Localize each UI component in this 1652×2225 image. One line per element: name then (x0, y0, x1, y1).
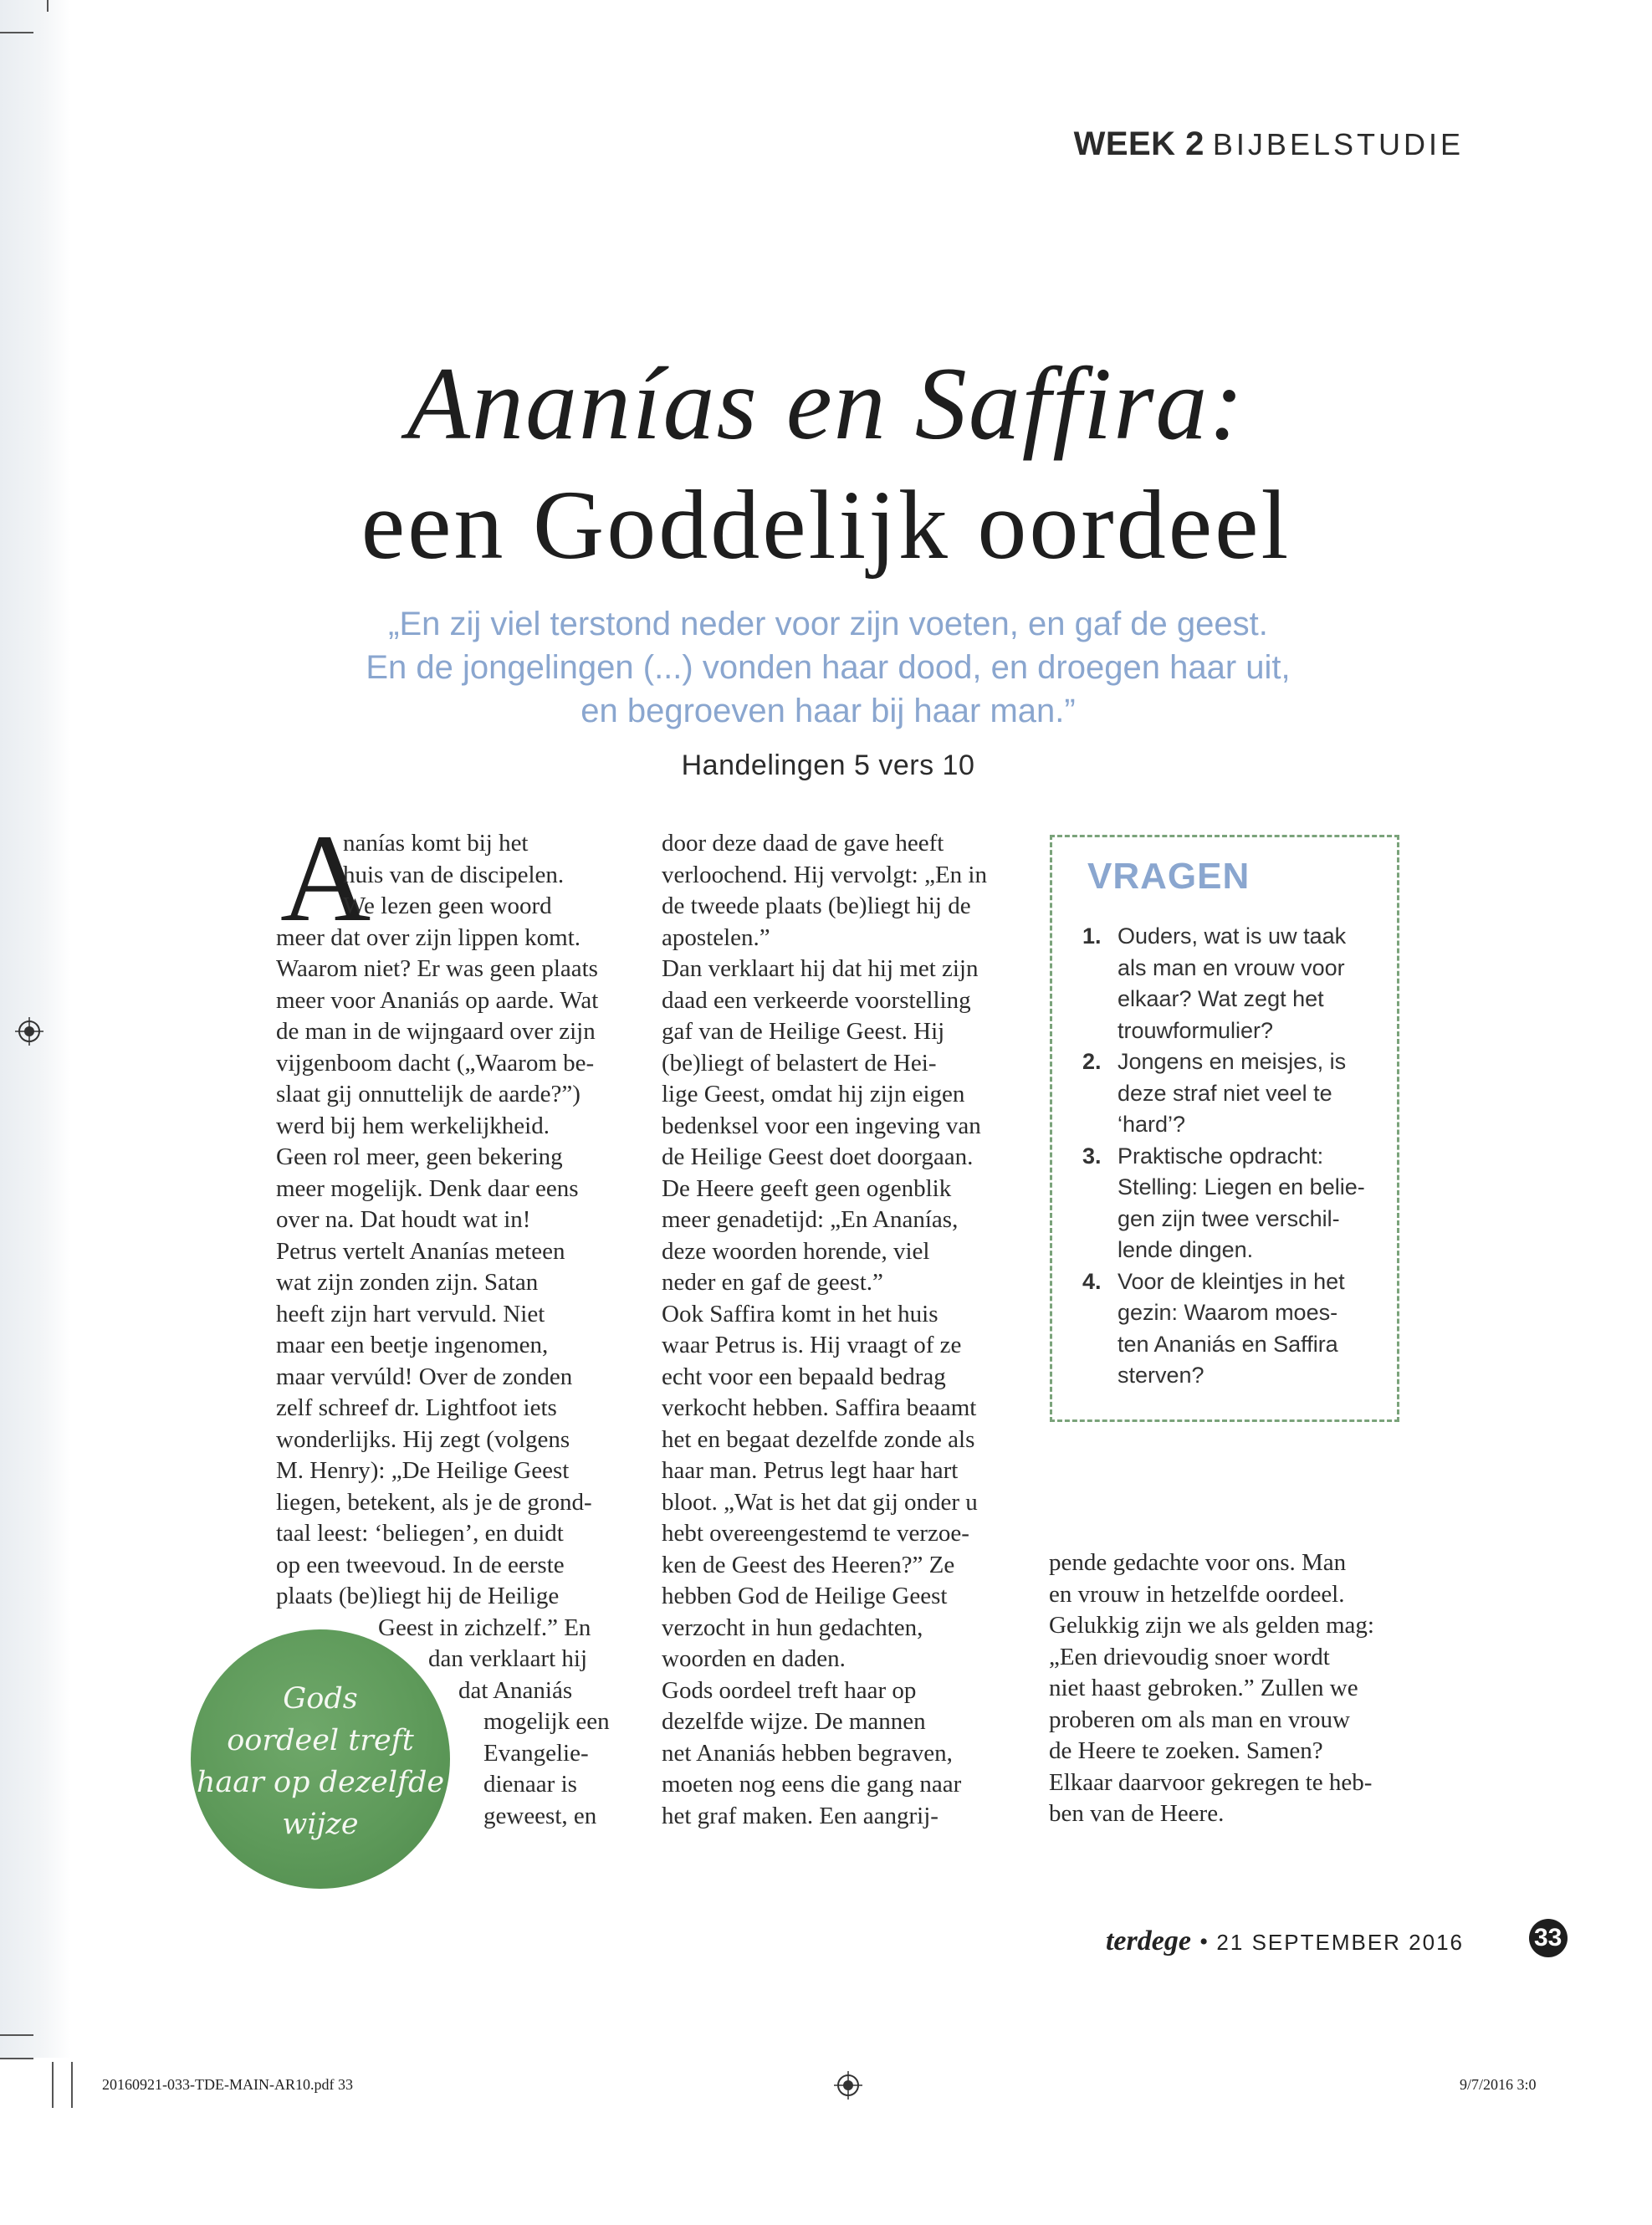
bible-reference: Handelingen 5 vers 10 (681, 749, 975, 781)
article-line: (be)liegt of belastert de Hei- (662, 1049, 937, 1077)
registration-mark-icon (834, 2071, 862, 2100)
article-line: slaat gij onnuttelijk de aarde?”) (276, 1081, 581, 1107)
page-title (0, 341, 1652, 584)
section-header (1074, 125, 1464, 163)
registration-mark-icon (15, 1017, 43, 1046)
article-line: de man in de wijngaard over zijn (276, 1018, 596, 1045)
article-line: heeft zijn hart vervuld. Niet (276, 1300, 545, 1327)
article-line: „Een drievoudig snoer wordt (1049, 1643, 1330, 1670)
article-line: Dan verklaart hij dat hij met zijn (662, 955, 979, 982)
article-line: bloot. „Wat is het dat gij onder u (662, 1488, 978, 1516)
magazine-logo: terdege (1105, 1926, 1191, 1956)
article-line: apostelen.” (662, 923, 770, 951)
question-line: sterven? (1118, 1363, 1204, 1388)
article-line: haar man. Petrus legt haar hart (662, 1457, 959, 1484)
page-number: 33 (1529, 1919, 1568, 1957)
question-line: gezin: Waarom moes- (1118, 1300, 1338, 1325)
question-line: Stelling: Liegen en belie- (1118, 1174, 1365, 1199)
question-line: Jongens en meisjes, is (1118, 1049, 1347, 1074)
article-line: ben van de Heere. (1049, 1800, 1225, 1827)
question-line: deze straf niet veel te (1118, 1080, 1332, 1106)
pullquote-line: Gods (283, 1682, 358, 1716)
crop-mark (0, 32, 33, 33)
title-line-2: een Goddelijk oordeel (361, 470, 1291, 580)
pullquote-line: oordeel treft (227, 1724, 414, 1757)
article-line: de Heilige Geest doet doorgaan. (662, 1143, 974, 1170)
article-line: Geen rol meer, geen bekering (276, 1143, 563, 1170)
article-line: dienaar is (483, 1771, 577, 1798)
crop-mark (47, 0, 49, 12)
article-line: het en begaat dezelfde zonde als (662, 1425, 975, 1453)
article-line: meer voor Ananiás op aarde. Wat (276, 986, 599, 1014)
questions-list (1082, 921, 1383, 1392)
question-item (1082, 1046, 1383, 1141)
question-number: 1. (1082, 923, 1102, 949)
question-line: Voor de kleintjes in het (1118, 1268, 1345, 1294)
article-line: de tweede plaats (be)liegt hij de (662, 893, 971, 919)
article-line: neder en gaf de geest.” (662, 1269, 883, 1296)
article-line: de Heere te zoeken. Samen? (1049, 1737, 1323, 1764)
article-line: bedenksel voor een ingeving van (662, 1112, 981, 1139)
article-line: taal leest: ‘beliegen’, en duidt (276, 1520, 564, 1547)
article-line: huis van de discipelen. (343, 861, 565, 888)
article-line: Petrus vertelt Ananías meteen (276, 1237, 565, 1265)
article-line: dan verklaart hij (428, 1645, 588, 1672)
question-line: gen zijn twee verschil- (1118, 1205, 1340, 1231)
article-line: verkocht hebben. Saffira beaamt (662, 1394, 977, 1421)
quote-line: En de jongelingen (...) vonden haar dood, en droegen haar uit, (366, 649, 1291, 686)
article-line: en vrouw in hetzelfde oordeel. (1049, 1580, 1345, 1608)
article-line: werd bij hem werkelijkheid. (276, 1112, 550, 1139)
question-item (1082, 1141, 1383, 1266)
article-line: meer mogelijk. Denk daar eens (276, 1174, 579, 1202)
article-line: Elkaar daarvoor gekregen te heb- (1049, 1768, 1373, 1796)
article-line: meer genadetijd: „En Ananías, (662, 1206, 959, 1233)
article-line: niet haast gebroken.” Zullen we (1049, 1675, 1358, 1701)
question-line: ten Ananiás en Saffira (1118, 1331, 1338, 1357)
article-line: maar vervúld! Over de zonden (276, 1363, 573, 1390)
quote-line: „En zij viel terstond neder voor zijn voeten, en gaf de geest. (388, 606, 1268, 642)
issue-date: 21 SEPTEMBER 2016 (1216, 1930, 1464, 1955)
questions-box (1050, 835, 1399, 1422)
question-line: ‘hard’? (1118, 1112, 1186, 1137)
article-line: Gods oordeel treft haar op (662, 1676, 917, 1704)
article-line: mogelijk een (483, 1708, 610, 1735)
article-line: door deze daad de gave heeft (662, 830, 944, 857)
article-line: net Ananiás hebben begraven, (662, 1739, 953, 1767)
article-line: liegen, betekent, als je de grond- (276, 1488, 592, 1516)
article-line: pende gedachte voor ons. Man (1049, 1549, 1347, 1576)
crop-mark (0, 2034, 33, 2036)
article-line: verloochend. Hij vervolgt: „En in (662, 861, 987, 888)
article-line: wonderlijks. Hij zegt (volgens (276, 1425, 570, 1453)
article-column-3 (1049, 1547, 1417, 1830)
article-line: deze woorden horende, viel (662, 1237, 930, 1265)
article-line: gaf van de Heilige Geest. Hij (662, 1018, 945, 1045)
page-footer (1106, 1926, 1464, 1957)
question-line: Praktische opdracht: (1118, 1143, 1324, 1169)
article-line: wat zijn zonden zijn. Satan (276, 1269, 539, 1296)
drop-cap: A (280, 809, 371, 948)
article-line: echt voor een bepaald bedrag (662, 1363, 946, 1390)
pullquote-line: haar op dezelfde (196, 1766, 445, 1799)
article-line: Ook Saffira komt in het huis (662, 1300, 939, 1327)
article-line: proberen om als man en vrouw (1049, 1706, 1350, 1733)
article-line: Waarom niet? Er was geen plaats (276, 955, 598, 982)
article-line: Evangelie- (483, 1739, 589, 1767)
article-line: verzocht in hun gedachten, (662, 1614, 923, 1641)
article-line: dezelfde wijze. De mannen (662, 1708, 926, 1735)
bible-quote (217, 602, 1439, 733)
section-label: BIJBELSTUDIE (1212, 127, 1464, 161)
article-line: plaats (be)liegt hij de Heilige (276, 1583, 560, 1609)
article-line: De Heere geeft geen ogenblik (662, 1174, 952, 1202)
question-line: Ouders, wat is uw taak (1118, 923, 1347, 949)
article-line: op een tweevoud. In de eerste (276, 1551, 565, 1578)
week-label: WEEK 2 (1073, 125, 1204, 162)
print-slug-timestamp: 9/7/2016 3:0 (1460, 2076, 1537, 2093)
article-line: lige Geest, omdat hij zijn eigen (662, 1081, 965, 1107)
article-line: Gelukkig zijn we als gelden mag: (1049, 1612, 1374, 1639)
question-line: als man en vrouw voor (1118, 954, 1345, 980)
footer-separator: • (1199, 1928, 1209, 1956)
article-line: hebt overeengestemd te verzoe- (662, 1520, 969, 1547)
article-line: nanías komt bij het (343, 830, 529, 857)
article-line: woorden en daden. (662, 1645, 846, 1672)
question-line: lende dingen. (1118, 1237, 1254, 1262)
article-line: vijgenboom dacht („Waarom be- (276, 1049, 595, 1077)
question-number: 2. (1082, 1049, 1102, 1074)
question-number: 3. (1082, 1143, 1102, 1169)
pullquote-line: wijze (282, 1808, 359, 1841)
questions-heading: VRAGEN (1087, 856, 1251, 897)
article-line: hebben God de Heilige Geest (662, 1583, 948, 1609)
article-line: daad een verkeerde voorstelling (662, 986, 971, 1014)
article-column-2 (662, 828, 1030, 1832)
question-number: 4. (1082, 1268, 1102, 1294)
pullquote-text (191, 1678, 450, 1845)
article-line: zelf schreef dr. Lightfoot iets (276, 1394, 557, 1421)
article-line: geweest, en (483, 1802, 597, 1829)
pullquote-circle (191, 1629, 450, 1889)
article-line: dat Ananiás (458, 1676, 573, 1704)
crop-mark (52, 2062, 54, 2108)
crop-mark (71, 2062, 73, 2108)
question-line: trouwformulier? (1118, 1017, 1274, 1043)
article-line: het graf maken. Een aangrij- (662, 1802, 939, 1829)
quote-line: en begroeven haar bij haar man.” (581, 693, 1076, 729)
question-item (1082, 921, 1383, 1046)
article-line: moeten nog eens die gang naar (662, 1771, 962, 1798)
question-line: elkaar? Wat zegt het (1118, 986, 1324, 1011)
article-line: over na. Dat houdt wat in! (276, 1206, 531, 1233)
article-line: M. Henry): „De Heilige Geest (276, 1457, 570, 1484)
article-line: ken de Geest des Heeren?” Ze (662, 1551, 955, 1578)
question-item (1082, 1266, 1383, 1392)
article-line: meer dat over zijn lippen komt. (276, 923, 581, 951)
article-line: waar Petrus is. Hij vraagt of ze (662, 1332, 962, 1358)
title-line-1: Ananías en Saffira: (407, 346, 1245, 461)
article-line: maar een beetje ingenomen, (276, 1332, 549, 1358)
article-line: Geest in zichzelf.” En (378, 1614, 591, 1641)
print-slug-file: 20160921-033-TDE-MAIN-AR10.pdf 33 (102, 2076, 353, 2093)
article-line: We lezen geen woord (343, 893, 552, 919)
crop-mark (0, 2058, 33, 2059)
